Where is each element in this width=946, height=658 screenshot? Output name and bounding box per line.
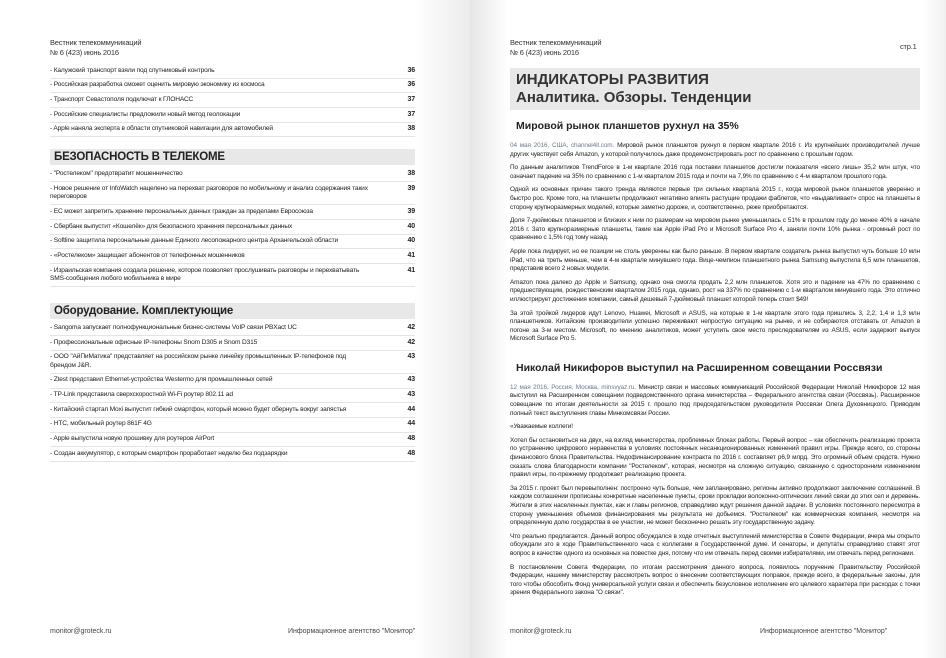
issue-number: № 6 (423) июнь 2016 (50, 48, 119, 57)
toc-entry-title: - «Ростелеком» защищает абонентов от телефонных мошенников (50, 251, 245, 259)
paragraph-text: Apple пока лидирует, но ее позиции не столь уверенны как было раньше. В первом квартале создатель рынка выпустил чуть больше 10 млн iPad, что на треть меньше, чем в 4-м квартале минувшего года. Вице-чемпион планшетного рынка Samsung выпустила 6,5 млн планшетов, представив всего 2 новых модели. (510, 247, 920, 273)
left-page (0, 0, 470, 658)
toc-entry[interactable] (50, 93, 415, 108)
toc-entry-page: 44 (407, 420, 415, 428)
page-number: стр.1 (900, 42, 917, 51)
toc-entry-title: - Сбербанк выпустит «Кошелёк» для безопасного хранения персональных данных (50, 222, 293, 230)
toc-entry-page: 36 (407, 81, 415, 89)
article-heading: Николай Никифоров выступил на Расширенном совещании Россвязи (516, 361, 883, 374)
toc-entry-page: 36 (407, 66, 415, 74)
toc-entry-title: - TP-Link представила сверхскоростной Wi-Fi роутер 802.11 ad (50, 391, 233, 399)
toc-entry-page: 37 (407, 110, 415, 118)
toc-entry[interactable] (50, 249, 415, 264)
paragraph-text: Мировой рынок планшетов рухнул в первом квартале 2016 г. Из крупнейших производителей лучше других чувствует себя Amazon, у которой получилось даже продемонстрировать рост по сравнению с прошлым годом. (510, 142, 920, 158)
toc-entry[interactable] (50, 433, 415, 448)
toc-entry[interactable] (50, 351, 415, 374)
toc-entry-title: - ООО "АйПиМатика" представляет на российском рынке линейку промышленных IP-телефонов под брендом J&R. (50, 353, 346, 369)
toc-entry-title: - Apple наняла эксперта в области спутниковой навигации для автомобилей (50, 125, 273, 133)
paragraph-text: За 2015 г. проект был перевыполнен: построено чуть больше, чем запланировано, регионы активно продолжают заключение соглашений. В каждом соглашении прописаны конкретные населенные пункты, сроки прокладки волоконно-оптических линий связи до этих сел и деревень. Жители в этих населенных пунктах, как и главы регионов, справедливо ждут решения данной задачи. В условиях постоянного пересмотра в сторону уменьшения объемов финансирования мы результата не добьемся. "Ростелеком" как коммерческая компания, несмотря на определенную долю государства в ее участии, не может бесконечно решать эту государственную задачу. (510, 484, 920, 527)
paragraph-text: По данным аналитиков TrendForce в 1-м квартале 2016 года поставки планшетов достигли показателя «всего лишь» 35,2 млн штук, что означает падение на 35% по сравнению с 1-м кварталом 2015 года и почти на 7,9% по сравнению с 4-м кварталом прошлого года. (510, 164, 920, 180)
toc-entry-title: - Sangoma запускает полнофункциональные бизнес-системы VoIP связи PBXact UC (50, 323, 297, 331)
toc-entry-title: - HTC, мобильный роутер 861F 4G (50, 420, 152, 428)
toc-entry-title: - Транспорт Севастополя подключат к ГЛОНАСС (50, 95, 194, 103)
toc-entry-page: 43 (407, 353, 415, 361)
running-header (50, 38, 141, 58)
toc-entry[interactable] (50, 403, 415, 418)
paragraph-text: Что реально предлагается. Данный вопрос обсуждался в ходе отчетных выступлений министерства в Совете Федерации, вчера мы открыто обсуждали это в ходе Правительственного часа с коллегами в Государственной думе. И сенаторы, и депутаты справедливо ставят этот вопрос в качестве одного из основных на повестке дня, потому что им отвечать перед своими избирателями, им отвечать перед регионами. (510, 532, 920, 557)
article-paragraph (510, 248, 920, 274)
toc-entry-page: 41 (407, 266, 415, 274)
article-paragraph (510, 564, 920, 598)
article-paragraph (510, 164, 920, 181)
right-page (470, 0, 946, 658)
toc-entry[interactable] (50, 447, 415, 462)
paragraph-text: Одной из основных причин такого тренда являются первые три сильных квартала 2015 г., когда мировой рынок планшетов уверенно и быстро рос. Кроме того, на планшеты продолжают негативно влиять растущие продажи фаблетов, что «выдавливает» спрос на планшеты в сторону крупноразмерных моделей, которые заметно дороже, и, соответственно, реже приобретаются. (510, 186, 920, 211)
journal-name: Вестник телекоммуникаций (50, 38, 142, 47)
article-paragraph (510, 142, 920, 159)
article-paragraph (510, 310, 920, 344)
toc-entry-page: 42 (407, 338, 415, 346)
paragraph-text: За этой тройкой лидеров идут Lenovo, Huawei, Microsoft и ASUS, на которые в 1-м квартале этого года пришлись 3, 2,2, 1,4 и 1,3 млн планшетников. Китайские производители успешно переживают непростую ситуацию на рынке, и не собираются отставать от Amazon в погоне за 3-м местом. Microsoft, по мнению аналитиков, может уступить свое место преследователям из ASUS, если задержит выпуск Microsoft Surface Pro 5. (510, 309, 920, 343)
article-dateline: 04 мая 2016, США, channel4it.com. (510, 142, 615, 149)
toc-entry-title: - ЕС может запретить хранение персональных данных граждан за пределами Евросоюза (50, 207, 313, 215)
toc-entry-title: - Softline защитила персональные данные Единого лесопожарного центра Архангельской области (50, 237, 338, 245)
toc-entry-title: - Новое решение от InfoWatch нацелено на перехват разговоров по мобильному и анализ содержания таких переговоров (50, 184, 368, 201)
toc-entry-page: 43 (407, 391, 415, 399)
article-paragraph (510, 384, 920, 418)
toc-entry[interactable] (50, 336, 415, 351)
article-paragraph (510, 423, 920, 432)
toc-entry-page: 44 (407, 405, 415, 413)
paragraph-text: Министр связи и массовых коммуникаций Российской Федерации Николай Никифоров 12 мая выступил на Расширенном совещании подведомственного органа министерства – Федерального агентства связи (Россвязь). Расширенное совещание по итогам деятельности за 2015 г. прошло под председательством руководителя Россвязи Олега Духовницкого. Приводим полный текст выступления главы Минкомсвязи России. (510, 383, 920, 417)
section-title-line1: ИНДИКАТОРЫ РАЗВИТИЯ (516, 71, 709, 88)
toc-entry-title: - Российские специалисты предложили новый метод геолокации (50, 110, 241, 118)
footer-email[interactable]: monitor@groteck.ru (510, 628, 572, 635)
toc-entry-page: 48 (407, 449, 415, 457)
toc-entry-page: 37 (407, 95, 415, 103)
toc-entry-page: 38 (407, 125, 415, 133)
toc-entry-page: 40 (407, 222, 415, 230)
toc-entry-page: 40 (407, 237, 415, 245)
footer-agency: Информационное агентство "Монитор" (760, 628, 888, 635)
toc-entry[interactable] (50, 167, 415, 182)
section-title (510, 68, 920, 110)
toc-entry[interactable] (50, 418, 415, 433)
paragraph-text: Доля 7-дюймовых планшетов и близких к ним по размерам на мировом рынке уменьшилась с 51% в прошлом году до менее 40% в начале 2016 г. Зато крупноразмерные планшеты, такие как Apple iPad Pro и Microsoft Surface Pro 4, заняли почти 10% рынка - огромный рост по сравнению с 1,5% год тому назад. (510, 217, 920, 242)
article-paragraph (510, 533, 920, 559)
toc-entry-title: - Ztest представил Ethernet-устройства Westermo для промышленных сетей (50, 376, 273, 384)
article-paragraph (510, 186, 920, 212)
toc-entry[interactable] (50, 79, 415, 94)
toc-entry-title: - Калужский транспорт взяли под спутниковый контроль (50, 66, 215, 74)
toc-entry-title: - Создан аккумулятор, с которым смартфон проработает неделю без подзарядки (50, 449, 288, 457)
toc-entry-title: - Израильская компания создала решение, которое позволяет прослушивать разговоры и перехватывать SMS-сообщения любого мобильника в мире (50, 266, 360, 283)
article-heading: Мировой рынок планшетов рухнул на 35% (516, 120, 739, 132)
toc-entry[interactable] (50, 264, 415, 287)
footer-agency: Информационное агентство "Монитор" (288, 628, 416, 635)
article-paragraph (510, 279, 920, 305)
toc-entry[interactable] (50, 182, 415, 205)
toc-entry-page: 39 (407, 207, 415, 215)
toc-entry[interactable] (50, 220, 415, 235)
toc-entry-page: 41 (407, 251, 415, 259)
toc-entry-title: - Apple выпустила новую прошивку для роутеров AirPort (50, 435, 215, 443)
toc-entry[interactable] (50, 374, 415, 389)
toc-entry-title: - Российская разработка сможет оценить мировую экономику из космоса (50, 81, 265, 89)
toc-entry[interactable] (50, 108, 415, 123)
footer-email[interactable]: monitor@groteck.ru (50, 628, 112, 635)
toc-entry-title: - "Ростелеком" предотвратит мошенничество (50, 170, 183, 178)
toc-entry[interactable] (50, 123, 415, 138)
toc-entry[interactable] (50, 64, 415, 79)
toc-entry-title: - Профессиональные офисные IP-телефоны Snom D305 и Snom D315 (50, 338, 258, 346)
toc-entry-page: 38 (407, 170, 415, 178)
toc-entry-page: 48 (407, 435, 415, 443)
section-title-line2: Аналитика. Обзоры. Тенденции (516, 89, 752, 106)
toc-entry[interactable] (50, 235, 415, 250)
toc-entry-page: 39 (407, 184, 415, 192)
toc-entry-page: 43 (407, 376, 415, 384)
article-paragraph (510, 437, 920, 480)
toc-section-heading: Оборудование. Комплектующие (50, 303, 415, 319)
toc-section-heading: БЕЗОПАСНОСТЬ В ТЕЛЕКОМЕ (50, 149, 415, 165)
paragraph-text: Amazon пока далеко до Apple и Samsung, однако она смогла продать 2,2 млн планшетов. Хотя это и падение на 47% по сравнению с предшествующим, рождественским кварталом 2015 года, однако, рост на 337% по сравнению с 1-м кварталом минувшего года. Это отлично иллюстрирует достижения компании, самый дешевый 7-дюймовый планшет которой теперь стоит $49! (510, 278, 920, 303)
toc-entry[interactable] (50, 205, 415, 220)
paragraph-text: «Уважаемые коллеги! (510, 423, 573, 431)
article-paragraph (510, 485, 920, 528)
journal-name: Вестник телекоммуникаций (510, 38, 602, 47)
article-paragraph (510, 217, 920, 243)
toc-entry-title: - Китайский стартап Moxi выпустит гибкий смартфон, который можно будет обернуть вокруг запястья (50, 405, 347, 413)
paragraph-text: Хотел бы остановиться на двух, на взгляд министерства, проблемных блоках работы. Первый вопрос – как обеспечить реализацию проекта по устранению цифрового неравенства в условиях постоянных несанкционированных изменений правил игры. Прежде всего, со стороны финансового блока Правительства. Недофинансирование контракта по 2016 г. составляет р6,9 млрд. Это огромный объем средств. Нужно сказать слова благодарности компании "Ростелеком", которая, несмотря на сложную ситуацию, связанную с односторонним изменением правил игры, по-прежнему продолжает реализацию проекта. (510, 436, 920, 479)
table-of-contents (50, 64, 415, 462)
issue-number: № 6 (423) июнь 2016 (510, 48, 579, 57)
toc-entry-page: 42 (407, 323, 415, 331)
toc-entry[interactable] (50, 321, 415, 336)
main-content (510, 0, 920, 603)
article-dateline: 12 мая 2016, Россия, Москва, minsvyaz.ru. (510, 383, 636, 391)
toc-entry[interactable] (50, 389, 415, 404)
paragraph-text: В постановлении Совета Федерации, по итогам рассмотрения данного вопроса, появилось поручение Правительству Российской Федерации, нашему министерству рассмотреть вопрос о внесении соответствующих поправок, прежде всего, в федеральные законы, для того чтобы обособить Фонд универсальной услуги связи и обеспечить безусловное исполнение его целевого характера при расходах с точки зрения Федерального закона "О связи". (510, 563, 920, 597)
